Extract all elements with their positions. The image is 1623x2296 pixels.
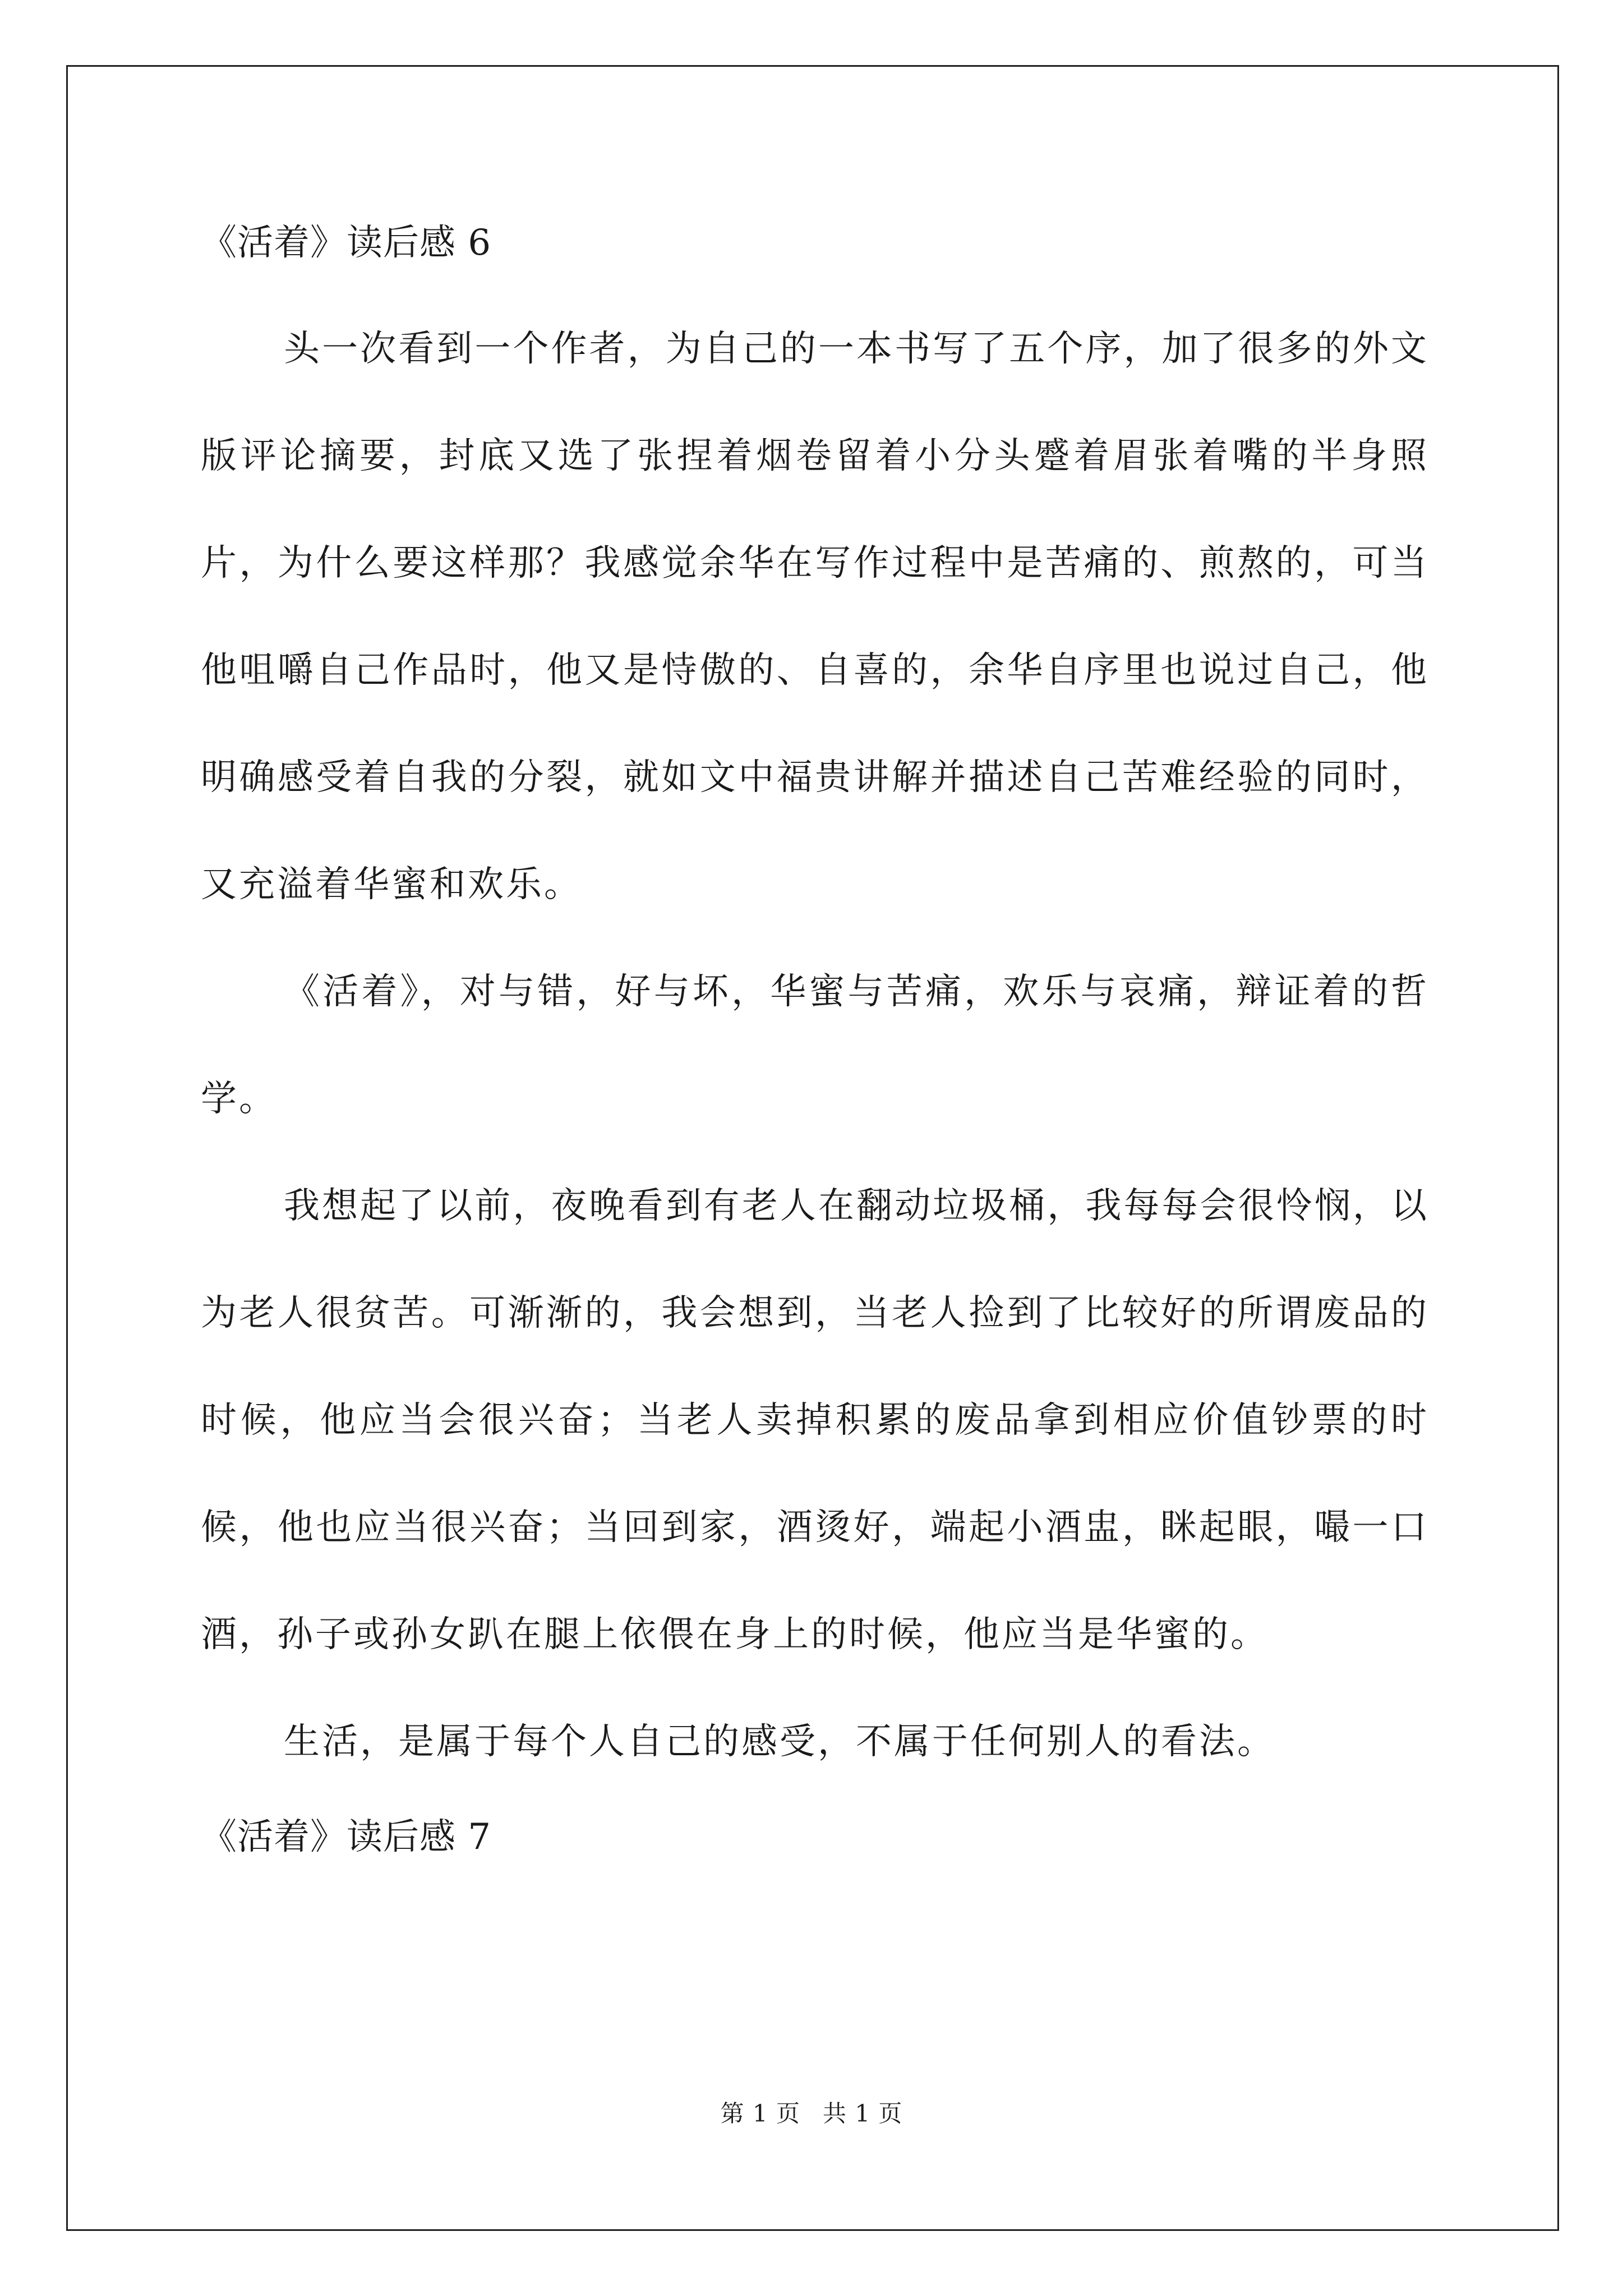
section-heading: 《活着》读后感 6: [201, 222, 492, 264]
document-body: [201, 216, 1429, 1864]
section-heading: 《活着》读后感 7: [201, 1816, 492, 1858]
paragraph: 生活，是属于每个人自己的感受，不属于任何别人的看法。: [284, 1721, 1275, 1763]
paragraph: 我想起了以前，夜晚看到有老人在翻动垃圾桶，我每每会很怜悯，以为老人很贫苦。可渐渐的，我会想到，当老人捡到了比较好的所谓废品的时候，他应当会很兴奋；当老人卖掉积累的废品拿到相应价值钞票的时候，他也应当很兴奋；当回到家，酒烫好，端起小酒盅，眯起眼，嘬一口酒，孙子或孙女趴在腿上依偎在身上的时候，他应当是华蜜的。: [201, 1185, 1429, 1655]
page-total: 共 1 页: [823, 2100, 903, 2127]
paragraph: 《活着》，对与错，好与坏，华蜜与苦痛，欢乐与哀痛，辩证着的哲学。: [201, 971, 1429, 1120]
page-number: 第 1 页: [720, 2100, 800, 2127]
page-footer: [0, 2095, 1623, 2129]
paragraph: 头一次看到一个作者，为自己的一本书写了五个序，加了很多的外文版评论摘要，封底又选了张捏着烟卷留着小分头蹙着眉张着嘴的半身照片，为什么要这样那？我感觉余华在写作过程中是苦痛的、煎熬的，可当他咀嚼自己作品时，他又是恃傲的、自喜的，余华自序里也说过自己，他明确感受着自我的分裂，就如文中福贵讲解并描述自己苦难经验的同时，又充溢着华蜜和欢乐。: [201, 328, 1429, 905]
